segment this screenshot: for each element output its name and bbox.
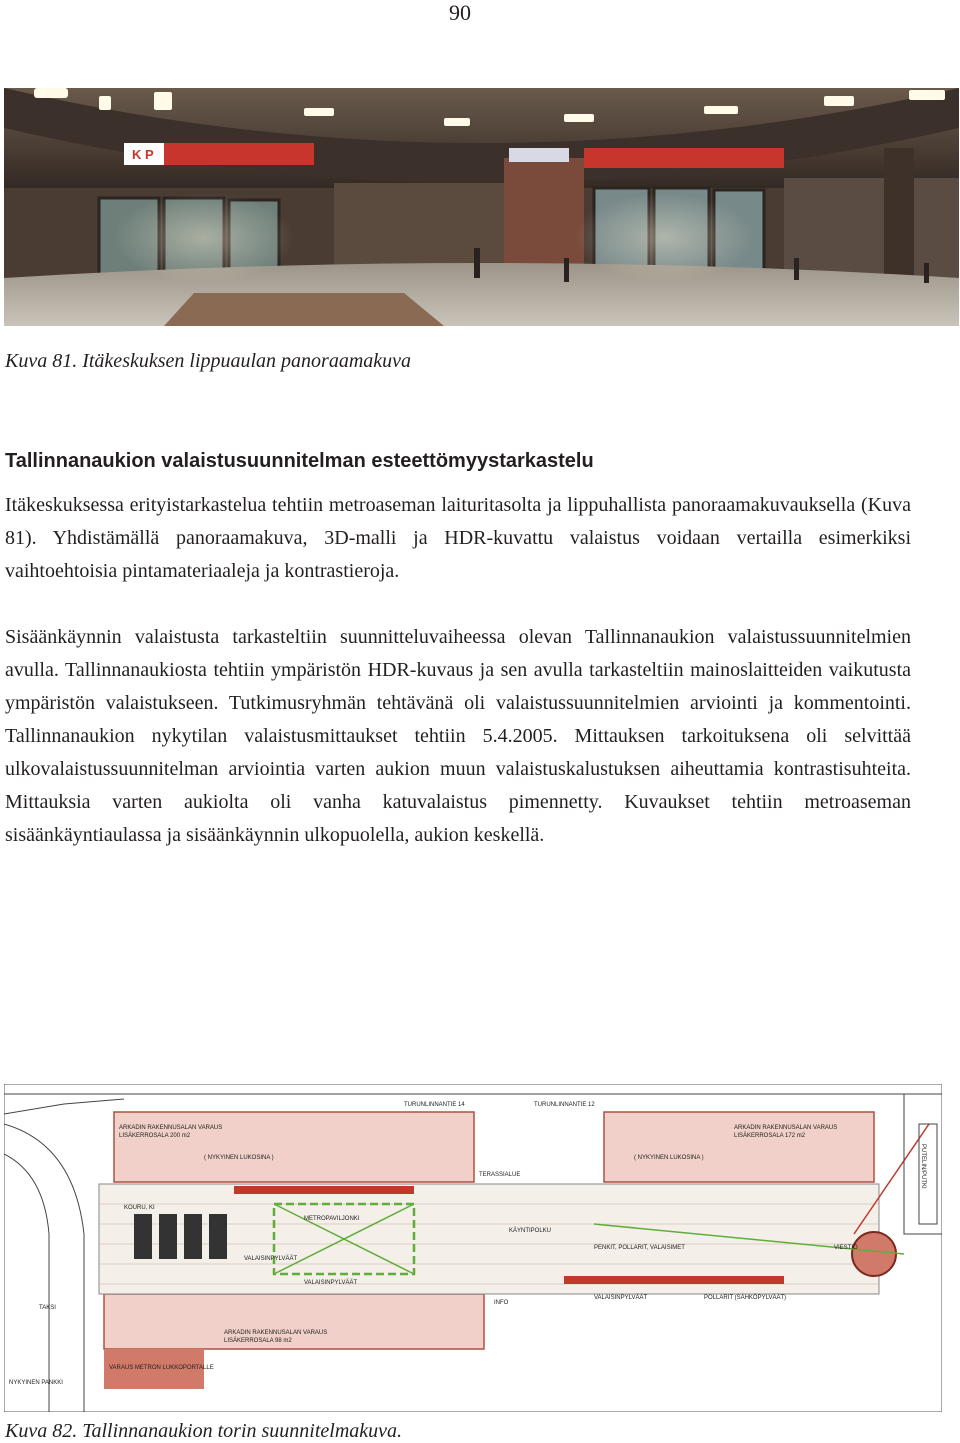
label-reserve-left: ARKADIN RAKENNUSALAN VARAUS — [119, 1125, 223, 1131]
label-reserve-right: ARKADIN RAKENNUSALAN VARAUS — [734, 1125, 838, 1131]
label-benches: PENKIT, POLLARIT, VALAISIMET — [594, 1245, 685, 1251]
label-reserve-right-area: LISÄKERROSALA 172 m2 — [734, 1133, 806, 1139]
label-reserve-bottom-area: LISÄKERROSALA 98 m2 — [224, 1338, 292, 1344]
label-pollards: POLLARIT (SÄHKÖPYLVÄÄT) — [704, 1295, 787, 1301]
paragraph-1: Itäkeskuksessa erityistarkastelua tehtiin metroaseman laituritasolta ja lippuhallista panoraamakuvauksella (Kuva 81). Yhdistämällä panoraamakuva, 3D-malli ja HDR-kuvattu valaistus voidaan vertailla esimerkiksi vaihtoehtoisia pintamateriaaleja ja kontrastieroja. — [5, 494, 911, 582]
panorama-image — [4, 88, 959, 326]
label-metro-pavilion: METROPAVILJONKI — [304, 1216, 360, 1222]
page-number: 90 — [449, 0, 471, 25]
label-taxi: TAKSI — [39, 1305, 56, 1311]
label-reserve-bottom: ARKADIN RAKENNUSALAN VARAUS — [224, 1330, 328, 1336]
section-heading: Tallinnanaukion valaistusuunnitelman esteettömyystarkastelu — [5, 450, 594, 472]
label-lights-right: VALAISINPYLVÄÄT — [594, 1295, 648, 1301]
label-bikes: KOURU, KI — [124, 1205, 155, 1211]
label-lights-left: VALAISINPYLVÄÄT — [244, 1256, 298, 1262]
label-kiosk-right: ( NYKYINEN LUKOSINA ) — [634, 1155, 704, 1161]
label-nykyinen: NYKYINEN PANKKI — [9, 1380, 63, 1386]
label-street-left: TURUNLINNANTIE 14 — [404, 1102, 465, 1108]
paragraph-2: Sisäänkäynnin valaistusta tarkasteltiin suunnitteluvaiheessa olevan Tallinnanaukion valaistussuunnitelmien avulla. Tallinnanaukiosta tehtiin ympäristön HDR-kuvaus ja sen avulla tarkasteltiin mainoslaitteiden vaikutusta ympäristön valaistukseen. Tutkimusryhmän tehtävänä oli valaistussuunnitelmien arviointi ja kommentointi. Tallinnanaukion nykytilan valaistusmittaukset tehtiin 5.4.2005. Mittauksen tarkoituksena oli selvittää ulkovalaistussuunnitelman arviointia varten aukion muun valaistuskalustuksen aiheuttamia kontrastisuhteita. Mittauksia varten aukiolta oli vanha katuvalaistus pimennetty. Kuvaukset tehtiin metroaseman sisäänkäyntiaulassa ja sisäänkäynnin ulkopuolella, aukion keskellä. — [5, 626, 911, 846]
label-street-right: TURUNLINNANTIE 12 — [534, 1102, 595, 1108]
figure-caption: Kuva 81. Itäkeskuksen lippuaulan panoraamakuva — [5, 350, 412, 372]
label-kayntipolku: KÄYNTIPOLKU — [509, 1228, 552, 1234]
label-metro-reserve: VARAUS METRON LUKKOPORTALLE — [109, 1365, 214, 1371]
label-terrace: TERASSIALUE — [479, 1172, 521, 1178]
label-kiosk-left: ( NYKYINEN LUKOSINA ) — [204, 1155, 274, 1161]
label-info: INFO — [494, 1300, 509, 1306]
figure-caption: Kuva 82. Tallinnanaukion torin suunnitelmakuva. — [5, 1420, 403, 1442]
plan-drawing — [4, 1084, 942, 1412]
label-side-note: PUTELIN/PUTKI — [920, 1144, 926, 1189]
label-reserve-left-area: LISÄKERROSALA 200 m2 — [119, 1133, 191, 1139]
label-viestio: VIESTIÖ — [834, 1245, 858, 1251]
station-sign-text: K P — [132, 147, 154, 162]
label-bottom-note: VALAISINPYLVÄÄT — [304, 1280, 358, 1286]
